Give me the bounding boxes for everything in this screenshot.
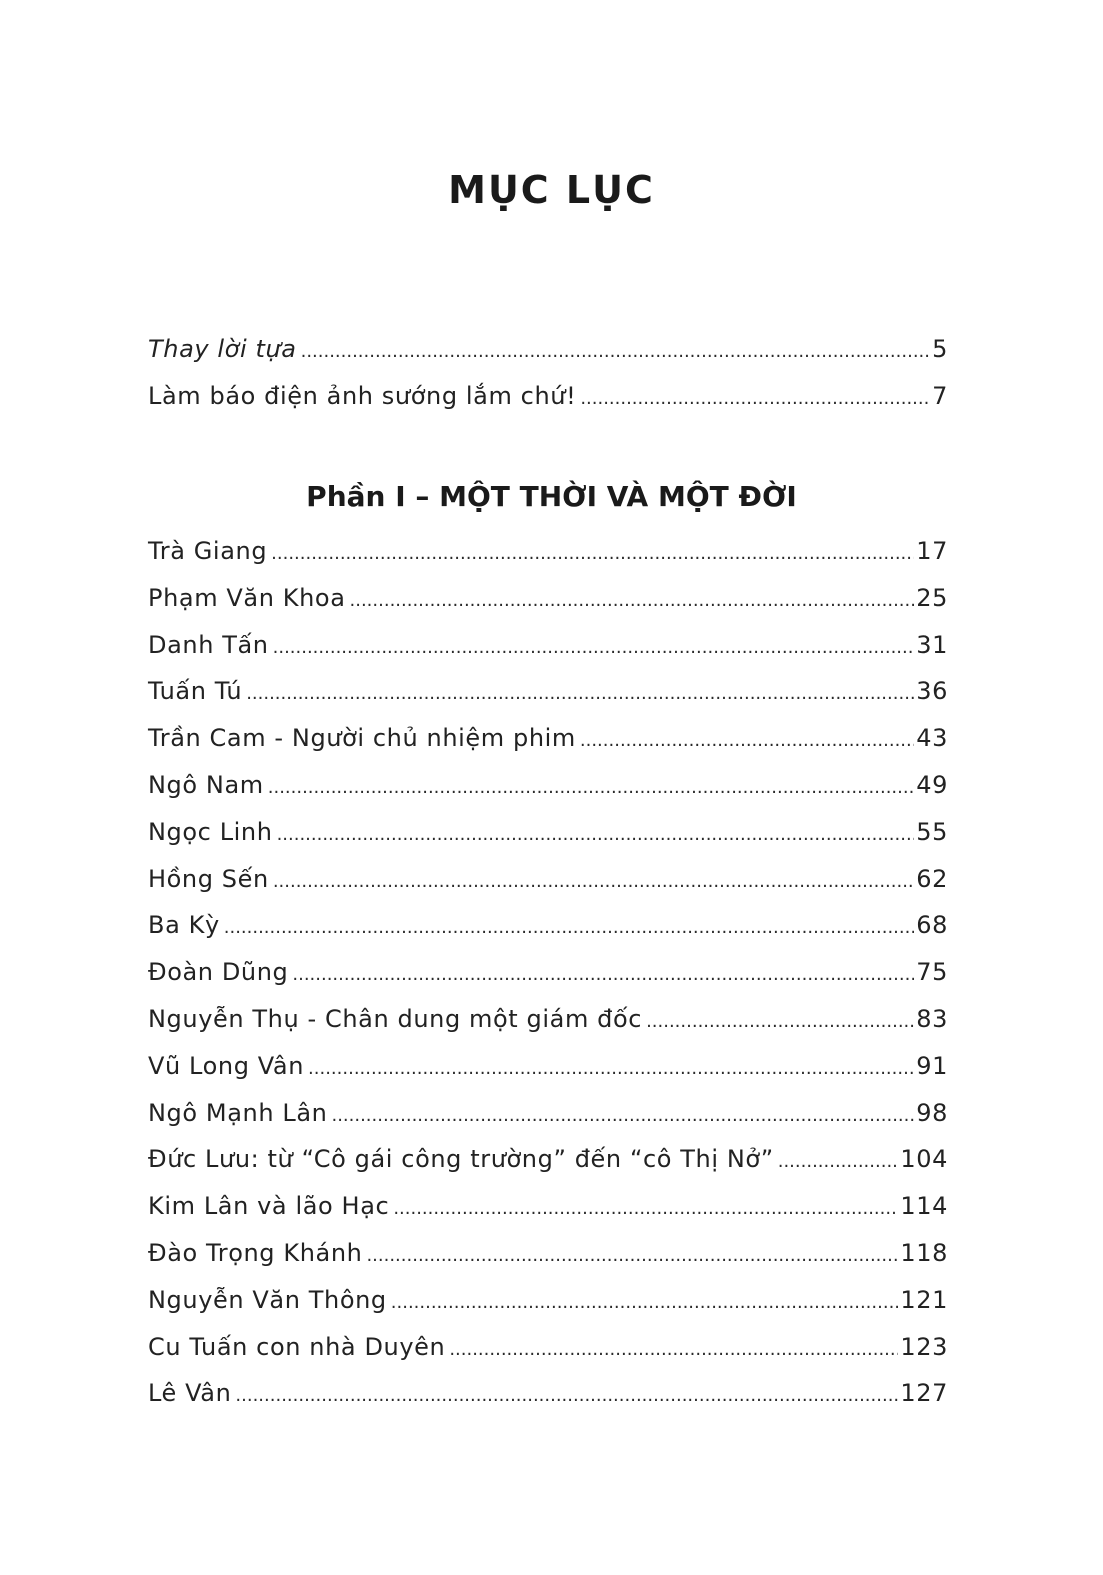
dot-leader	[449, 1339, 898, 1360]
toc-entry-label: Nguyễn Văn Thông	[148, 1285, 387, 1314]
toc-entry-page: 114	[900, 1192, 948, 1221]
toc-entry[interactable]	[148, 911, 948, 958]
toc-entry-label: Trần Cam - Người chủ nhiệm phim	[148, 724, 576, 753]
dot-leader	[271, 543, 914, 564]
toc-entry-page: 55	[916, 817, 948, 846]
toc-entry[interactable]	[148, 1239, 948, 1286]
dot-leader	[646, 1011, 914, 1032]
toc-entry-page: 17	[916, 537, 948, 565]
toc-entry-page: 91	[916, 1051, 948, 1080]
toc-entry[interactable]	[148, 1145, 948, 1192]
toc-entry[interactable]	[148, 1099, 948, 1146]
dot-leader	[273, 871, 914, 892]
toc-entry-page: 75	[916, 958, 948, 987]
dot-leader	[235, 1385, 898, 1406]
toc-entry-label: Lê Vân	[148, 1379, 232, 1408]
toc-entry-page: 98	[916, 1098, 948, 1127]
toc-entry[interactable]	[148, 1192, 948, 1239]
toc-entry-page: 83	[916, 1004, 948, 1033]
toc-entry-page: 68	[916, 911, 948, 940]
toc-entry-page: 31	[916, 630, 948, 659]
toc-entry[interactable]	[148, 537, 948, 584]
dot-leader	[246, 683, 914, 704]
toc-entry-label: Nguyễn Thụ - Chân dung một giám đốc	[148, 1004, 643, 1033]
toc-entry-label: Ngô Mạnh Lân	[148, 1098, 328, 1127]
dot-leader	[580, 730, 914, 751]
dot-leader	[350, 590, 915, 611]
toc-entry[interactable]	[148, 1052, 948, 1099]
toc-entry-label: Trà Giang	[148, 537, 268, 565]
toc-entry-label: Kim Lân và lão Hạc	[148, 1192, 390, 1221]
toc-entry[interactable]	[148, 1286, 948, 1333]
dot-leader	[391, 1292, 899, 1313]
toc-entry[interactable]	[148, 818, 948, 865]
part1-entry-list	[148, 537, 948, 1426]
toc-entry-label: Đào Trọng Khánh	[148, 1238, 363, 1267]
toc-entry[interactable]	[148, 677, 948, 724]
toc-entry-label: Ngọc Linh	[148, 817, 273, 846]
page-title: MỤC LỤC	[448, 168, 655, 212]
toc-entry[interactable]	[148, 584, 948, 631]
toc-entry-page: 49	[916, 770, 948, 799]
toc-entry-label: Làm báo điện ảnh sướng lắm chứ!	[148, 381, 577, 410]
toc-entry-preface[interactable]	[148, 335, 948, 382]
toc-entry-label: Danh Tấn	[148, 630, 269, 659]
toc-entry-label: Hồng Sến	[148, 864, 269, 893]
toc-entry-label: Tuấn Tú	[148, 677, 243, 706]
toc-entry-page: 25	[916, 583, 948, 612]
toc-entry-label: Ba Kỳ	[148, 911, 220, 940]
toc-entry-page: 118	[900, 1238, 948, 1267]
toc-entry-label: Thay lời tựa	[148, 335, 297, 363]
toc-entry-label: Ngô Nam	[148, 770, 264, 799]
dot-leader	[308, 1058, 914, 1079]
toc-entry-label: Đoàn Dũng	[148, 958, 289, 987]
toc-entry[interactable]	[148, 1005, 948, 1052]
toc-entry-page: 62	[916, 864, 948, 893]
toc-entry[interactable]	[148, 1379, 948, 1426]
toc-entry-label: Đức Lưu: từ “Cô gái công trường” đến “cô Thị Nở”	[148, 1145, 774, 1174]
dot-leader	[268, 777, 915, 798]
dot-leader	[778, 1151, 899, 1172]
dot-leader	[580, 388, 930, 409]
dot-leader	[273, 637, 915, 658]
toc-entry-page: 123	[900, 1332, 948, 1361]
part-heading: Phần I – MỘT THỜI VÀ MỘT ĐỜI	[306, 480, 797, 513]
toc-entry[interactable]	[148, 1333, 948, 1380]
dot-leader	[366, 1245, 898, 1266]
dot-leader	[331, 1105, 914, 1126]
toc-entry-page: 121	[900, 1285, 948, 1314]
front-matter-list	[148, 335, 948, 429]
toc-entry-page: 43	[916, 724, 948, 753]
dot-leader	[277, 824, 915, 845]
toc-entry-label: Vũ Long Vân	[148, 1051, 305, 1080]
dot-leader	[292, 964, 914, 985]
toc-entry-page: 104	[900, 1145, 948, 1174]
dot-leader	[393, 1198, 898, 1219]
toc-entry-page: 127	[900, 1379, 948, 1408]
dot-leader	[224, 917, 915, 938]
toc-entry-page: 7	[932, 381, 948, 410]
toc-entry[interactable]	[148, 958, 948, 1005]
toc-entry-page: 36	[916, 677, 948, 706]
toc-entry[interactable]	[148, 724, 948, 771]
dot-leader	[301, 341, 931, 362]
toc-entry[interactable]	[148, 771, 948, 818]
toc-entry-label: Phạm Văn Khoa	[148, 583, 346, 612]
toc-entry[interactable]	[148, 631, 948, 678]
toc-entry-introduction[interactable]	[148, 382, 948, 429]
toc-entry-page: 5	[932, 335, 948, 363]
toc-entry-label: Cu Tuấn con nhà Duyên	[148, 1332, 446, 1361]
toc-entry[interactable]	[148, 865, 948, 912]
